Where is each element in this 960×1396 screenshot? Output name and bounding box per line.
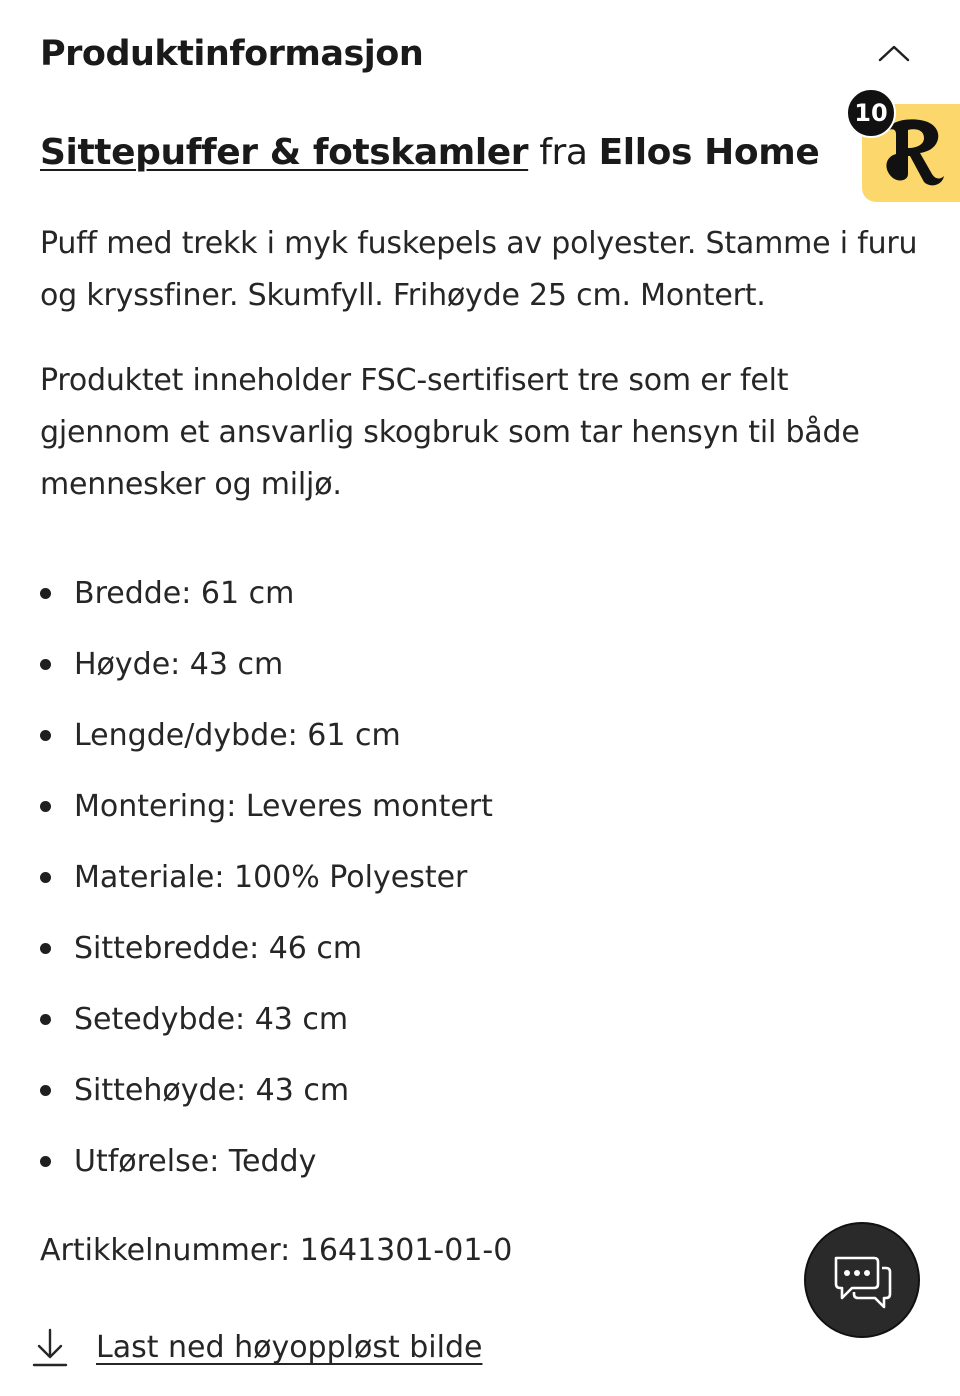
spec-text: Sittehøyde: 43 cm (74, 1073, 350, 1108)
spec-text: Bredde: 61 cm (74, 576, 295, 611)
spec-item-materiale (40, 849, 493, 920)
chevron-up-icon (876, 38, 912, 68)
chat-button[interactable] (804, 1222, 920, 1338)
description-paragraph-1: Puff med trekk i myk fuskepels av polyester. Stamme i furu og kryssfiner. Skumfyll. Frihøyde 25 cm. Montert. (40, 226, 918, 313)
spec-list (40, 565, 493, 1204)
spec-text: Montering: Leveres montert (74, 789, 493, 824)
bullet-icon (40, 872, 51, 883)
bullet-icon (40, 1156, 51, 1167)
spec-text: Utførelse: Teddy (74, 1144, 317, 1179)
bullet-icon (40, 659, 51, 670)
spec-text: Setedybde: 43 cm (74, 1002, 349, 1037)
product-info-header[interactable] (40, 28, 920, 80)
collapse-button[interactable] (876, 38, 912, 68)
spec-item-bredde (40, 565, 493, 636)
bullet-icon (40, 1014, 51, 1025)
section-title: Produktinformasjon (40, 34, 424, 74)
spec-item-sittehoyde (40, 1062, 493, 1133)
brand-name: Ellos Home (598, 132, 820, 173)
bullet-icon (40, 943, 51, 954)
spec-item-utforelse (40, 1133, 493, 1204)
download-link-label[interactable]: Last ned høyoppløst bilde (96, 1330, 483, 1365)
bullet-icon (40, 1085, 51, 1096)
spec-text: Materiale: 100% Polyester (74, 860, 468, 895)
spec-item-lengde (40, 707, 493, 778)
chat-bubbles-icon (832, 1252, 894, 1310)
category-link[interactable]: Sittepuffer & fotskamler (40, 132, 529, 173)
spec-text: Høyde: 43 cm (74, 647, 284, 682)
spec-item-setedybde (40, 991, 493, 1062)
spec-text: Lengde/dybde: 61 cm (74, 718, 401, 753)
bullet-icon (40, 730, 51, 741)
category-line (40, 126, 819, 180)
reward-count-badge: 10 (846, 88, 896, 138)
bullet-icon (40, 801, 51, 812)
spec-item-montering (40, 778, 493, 849)
spec-item-hoyde (40, 636, 493, 707)
spec-item-sittebredde (40, 920, 493, 991)
spec-text: Sittebredde: 46 cm (74, 931, 363, 966)
article-number: Artikkelnummer: 1641301-01-0 (40, 1233, 513, 1268)
category-connector: fra (539, 132, 588, 173)
download-icon (32, 1328, 68, 1368)
description-paragraph-2: Produktet inneholder FSC-sertifisert tre som er felt gjennom et ansvarlig skogbruk som tar hensyn til både mennesker og miljø. (40, 363, 860, 502)
bullet-icon (40, 588, 51, 599)
